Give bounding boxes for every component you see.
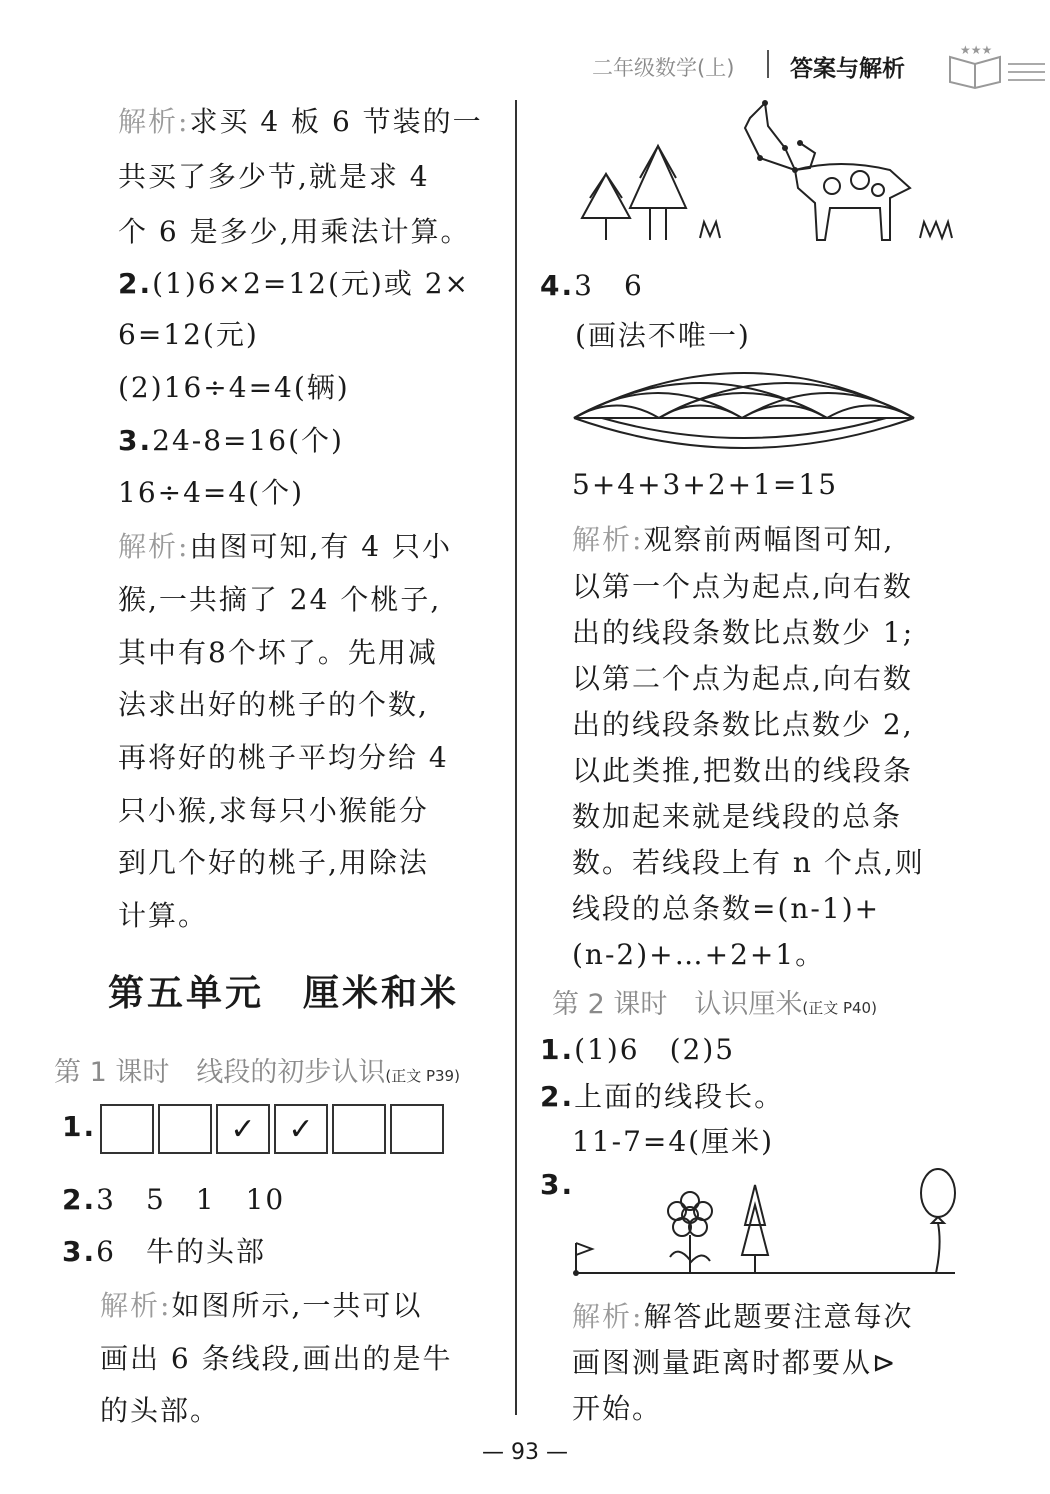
answer-box <box>100 1104 154 1154</box>
text-line: 16÷4=4(个) <box>118 476 305 509</box>
text-line: 解析:求买 4 板 6 节装的一 <box>118 105 483 138</box>
answer-box: ✓ <box>274 1104 328 1154</box>
text-line: 共买了多少节,就是求 4 <box>118 160 430 193</box>
text-line: 数加起来就是线段的总条 <box>572 800 903 833</box>
text-line: 画出 6 条线段,画出的是牛 <box>100 1342 453 1375</box>
text-line: 猴,一共摘了 24 个桃子, <box>118 583 442 616</box>
text-line: (n-2)+…+2+1。 <box>572 938 826 971</box>
column-divider <box>515 100 517 1415</box>
text-line: 解析:解答此题要注意每次 <box>572 1300 914 1333</box>
subject-label: 二年级数学(上) <box>592 56 735 80</box>
text-line: 再将好的桃子平均分给 4 <box>118 741 449 774</box>
text-line: 4.3 6 <box>540 269 644 302</box>
flag-flower-tree-balloon-figure <box>570 1165 970 1285</box>
svg-text:★★★: ★★★ <box>960 43 993 57</box>
trees-and-ox-figure <box>570 98 970 248</box>
unit-title: 第五单元 厘米和米 <box>108 973 460 1014</box>
text-line: 到几个好的桃子,用除法 <box>118 846 429 879</box>
text-line: 解析:观察前两幅图可知, <box>572 523 895 556</box>
text-line: 画图测量距离时都要从⊳ <box>572 1346 898 1379</box>
text-line: 其中有8个坏了。先用减 <box>118 636 438 669</box>
text-line: 以第一个点为起点,向右数 <box>572 570 913 603</box>
page-number: — 93 — <box>482 1440 568 1465</box>
text-line: 解析:如图所示,一共可以 <box>100 1289 423 1322</box>
text-line: 出的线段条数比点数少 2, <box>572 708 914 741</box>
text-line: 2.(1)6×2=12(元)或 2× <box>118 267 470 300</box>
text-line: 以第二个点为起点,向右数 <box>572 662 913 695</box>
answer-box <box>390 1104 444 1154</box>
q1-label: 1. <box>62 1110 97 1143</box>
answer-boxes <box>100 1104 448 1154</box>
text-line: 1.(1)6 (2)5 <box>540 1033 736 1066</box>
text-line: 只小猴,求每只小猴能分 <box>118 794 429 827</box>
book-stars-icon <box>940 42 1050 82</box>
text-line: 数。若线段上有 n 个点,则 <box>572 846 925 879</box>
text-line: (画法不唯一) <box>575 319 751 352</box>
text-line: 计算。 <box>118 899 209 932</box>
answer-box <box>158 1104 212 1154</box>
answer-box <box>332 1104 386 1154</box>
header-title: 答案与解析 <box>790 56 905 82</box>
text-line: 11-7=4(厘米) <box>572 1125 775 1158</box>
lesson-title: 第 1 课时 线段的初步认识(正文 P39) <box>54 1057 460 1088</box>
text-line: 以此类推,把数出的线段条 <box>572 754 913 787</box>
text-line: 开始。 <box>572 1392 663 1425</box>
header-divider <box>767 50 769 78</box>
text-line: 6=12(元) <box>118 318 259 351</box>
text-line: 3.6 牛的头部 <box>62 1235 266 1268</box>
text-line: 2.3 5 1 10 <box>62 1183 286 1216</box>
answer-box: ✓ <box>216 1104 270 1154</box>
text-line: 3. <box>540 1168 575 1201</box>
text-line: 法求出好的桃子的个数, <box>118 688 429 721</box>
text-line: 的头部。 <box>100 1394 221 1427</box>
text-line: 线段的总条数=(n-1)+ <box>572 892 881 925</box>
segment-arcs-figure <box>572 358 917 438</box>
text-line: (2)16÷4=4(辆) <box>118 371 350 404</box>
page-header <box>545 43 1035 88</box>
text-line: 5+4+3+2+1=15 <box>572 468 839 501</box>
text-line: 解析:由图可知,有 4 只小 <box>118 530 452 563</box>
lesson-title: 第 2 课时 认识厘米(正文 P40) <box>552 989 877 1020</box>
text-line: 3.24-8=16(个) <box>118 424 344 457</box>
text-line: 出的线段条数比点数少 1; <box>572 616 915 649</box>
text-line: 个 6 是多少,用乘法计算。 <box>118 215 471 248</box>
text-line: 2.上面的线段长。 <box>540 1080 785 1113</box>
